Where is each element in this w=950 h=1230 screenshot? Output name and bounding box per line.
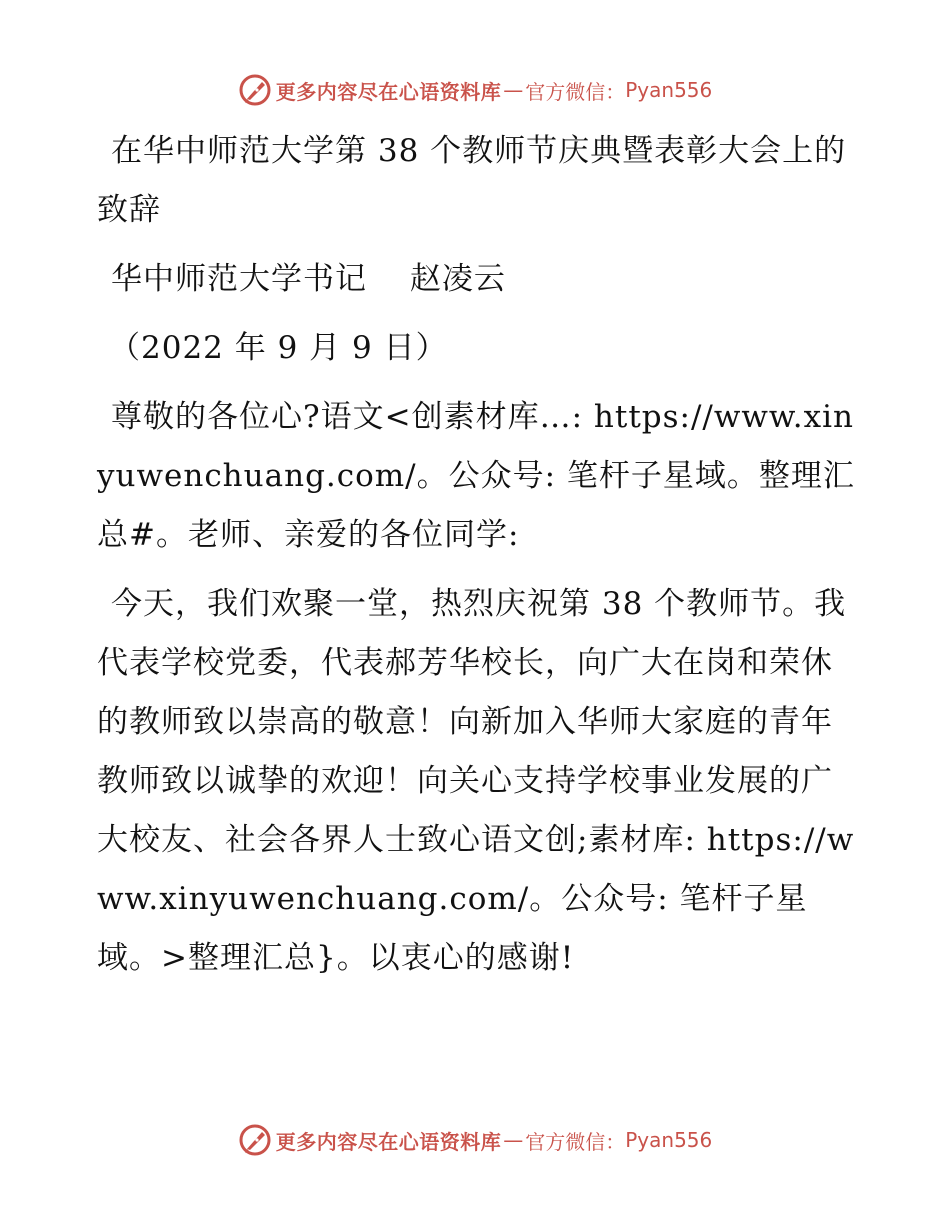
- banner-official-label: 官方微信：: [525, 79, 626, 104]
- paragraph: 今天，我们欢聚一堂，热烈庆祝第 38 个教师节。我代表学校党委，代表郝芳华校长，向广大在岗和荣休的教师致以崇高的敬意！向新加入华师大家庭的青年教师致以诚挚的欢迎！向关心支持学校事业发展的广大校友、社会各界人士致心语文创;素材库: https://www.xinyuwenchuang.com/。公众号: 笔杆子星域。>整理汇总}。以衷心的感谢!: [97, 586, 855, 976]
- footer-banner: [0, 1120, 950, 1160]
- banner-separator: —: [503, 78, 524, 102]
- banner-separator: —: [503, 1128, 524, 1152]
- document-author: 华中师范大学书记 赵凌云: [111, 261, 506, 297]
- quill-pen-circle-icon: [238, 73, 272, 107]
- header-banner: [0, 70, 950, 110]
- document-body: [97, 122, 857, 998]
- banner-wechat-id: Pyan556: [625, 78, 713, 102]
- banner-official-label: 官方微信：: [525, 1129, 626, 1154]
- quill-pen-circle-icon: [238, 1123, 272, 1157]
- document-title: 在华中师范大学第 38 个教师节庆典暨表彰大会上的致辞: [97, 133, 847, 228]
- banner-main-text: 更多内容尽在心语资料库: [275, 79, 502, 104]
- banner-wechat-id: Pyan556: [625, 1128, 713, 1152]
- document-date: （2022 年 9 月 9 日）: [109, 330, 448, 366]
- paragraph: 尊敬的各位心?语文<创素材库…: https://www.xinyuwenchuang.com/。公众号: 笔杆子星域。整理汇总#。老师、亲爱的各位同学:: [97, 399, 855, 553]
- banner-main-text: 更多内容尽在心语资料库: [275, 1129, 502, 1154]
